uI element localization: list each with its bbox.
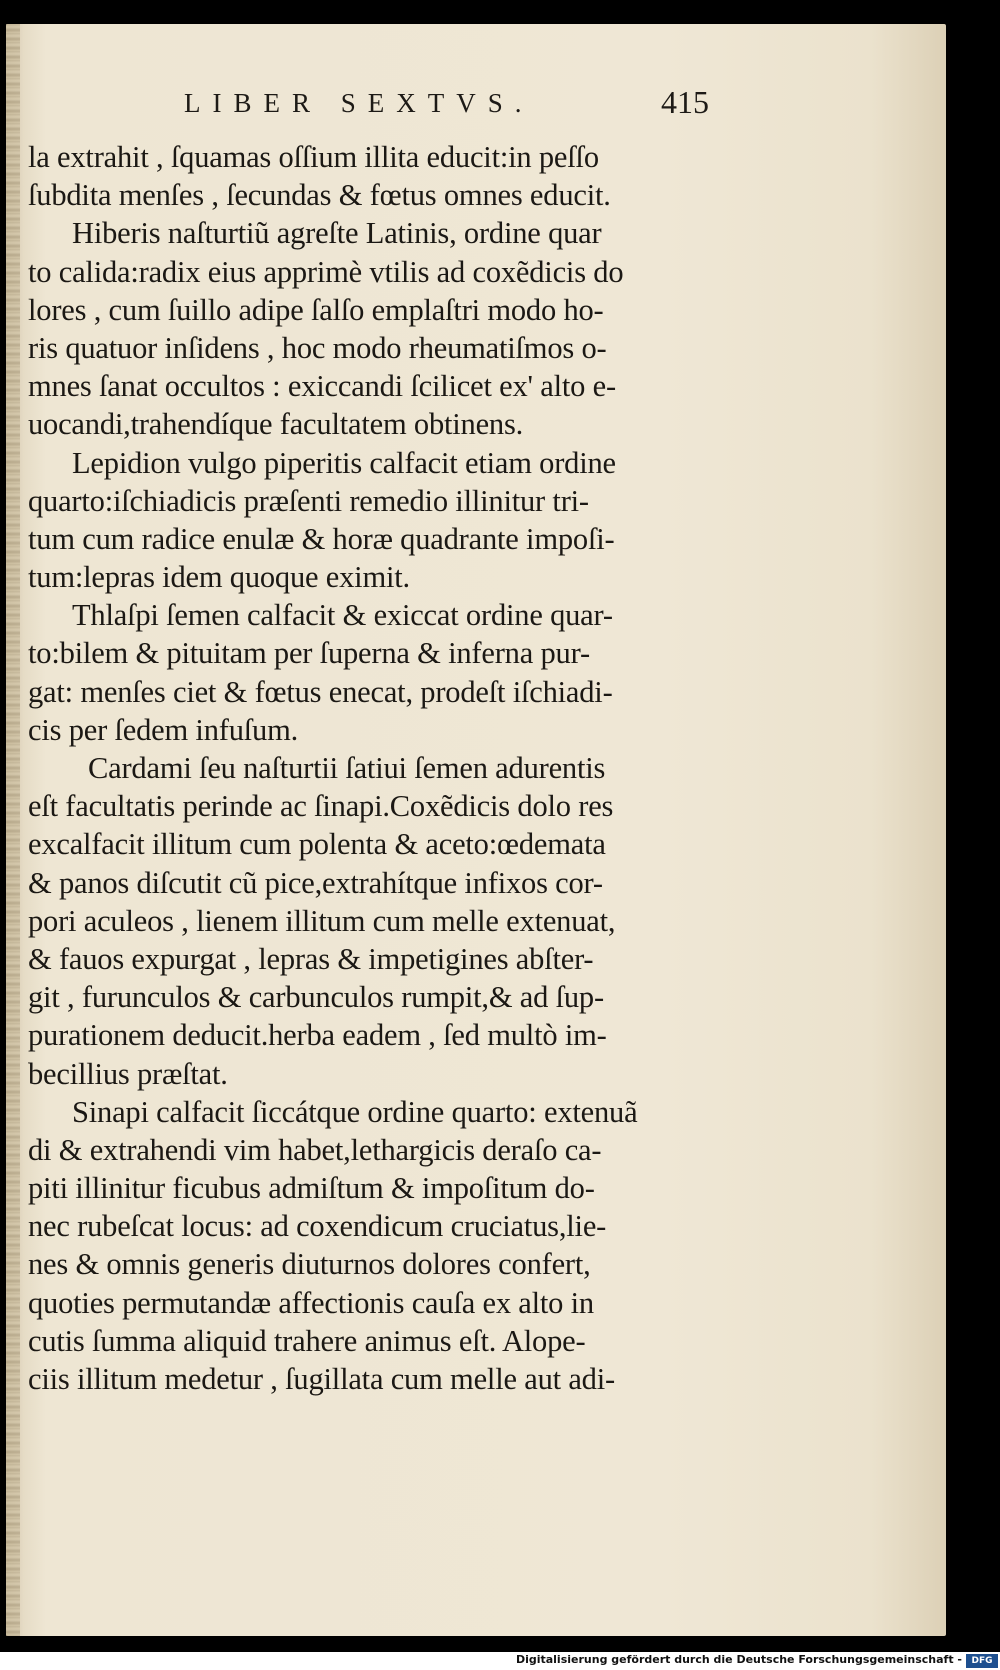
text-line: uocandi,trahendíque facultatem obtinens. bbox=[28, 407, 524, 442]
text-line: Cardami ſeu naſturtii ſatiui ſemen adurentis bbox=[88, 751, 606, 785]
body-text bbox=[28, 138, 728, 1398]
text-line: to calida:radix eius apprimè vtilis ad coxẽdicis do bbox=[28, 254, 624, 289]
text-line: becillius præſtat. bbox=[28, 1056, 228, 1091]
running-title: LIBER SEXTVS. bbox=[184, 88, 534, 118]
text-line: ciis illitum medetur , ſugillata cum melle aut adi- bbox=[28, 1362, 615, 1396]
digitization-footer bbox=[0, 1652, 1000, 1670]
text-line: cutis ſumma aliquid trahere animus eſt. Alope- bbox=[28, 1323, 586, 1358]
text-line: eſt facultatis perinde ac ſinapi.Coxẽdicis dolo res bbox=[28, 789, 614, 824]
page-header bbox=[6, 82, 946, 132]
text-line: Lepidion vulgo piperitis calfacit etiam ordine bbox=[72, 445, 616, 480]
text-line: excalfacit illitum cum polenta & aceto:œdemata bbox=[28, 827, 606, 862]
text-line: quarto:iſchiadicis præſenti remedio illinitur tri- bbox=[28, 483, 589, 518]
text-line: di & extrahendi vim habet,lethargicis deraſo ca- bbox=[28, 1132, 602, 1167]
text-line: nes & omnis generis diuturnos dolores confert, bbox=[28, 1247, 591, 1282]
page-number: 415 bbox=[661, 84, 709, 120]
text-line: nec rubeſcat locus: ad coxendicum cruciatus,lie- bbox=[28, 1209, 607, 1244]
page-edge bbox=[6, 24, 20, 1636]
text-line: cis per ſedem infuſum. bbox=[28, 712, 299, 747]
text-line: tum cum radice enulæ & horæ quadrante impoſi- bbox=[28, 521, 615, 556]
dfg-logo: DFG bbox=[966, 1654, 998, 1668]
text-line: ris quatuor inſidens , hoc modo rheumatiſmos o- bbox=[28, 330, 607, 365]
text-line: mnes ſanat occultos : exiccandi ſcilicet ex' alto e- bbox=[28, 369, 616, 404]
text-line: quoties permutandæ affectionis cauſa ex alto in bbox=[28, 1285, 594, 1320]
text-line: purationem deducit.herba eadem , ſed multò im- bbox=[28, 1018, 607, 1053]
text-line: tum:lepras idem quoque eximit. bbox=[28, 560, 410, 595]
book-page bbox=[6, 24, 946, 1636]
text-line: Sinapi calfacit ſiccátque ordine quarto: extenuã bbox=[72, 1094, 638, 1129]
text-line: to:bilem & pituitam per ſuperna & inferna pur- bbox=[28, 636, 590, 671]
funding-credit: Digitalisierung gefördert durch die Deutsche Forschungsgemeinschaft - bbox=[515, 1653, 962, 1666]
text-line: & fauos expurgat , lepras & impetigines abſter- bbox=[28, 941, 594, 976]
text-line: Hiberis naſturtiũ agreſte Latinis, ordine quar bbox=[72, 216, 602, 251]
text-line: Thlaſpi ſemen calfacit & exiccat ordine quar- bbox=[72, 598, 613, 633]
text-line: la extrahit , ſquamas oſſium illita educit:in peſſo bbox=[28, 140, 599, 174]
text-line: pori aculeos , lienem illitum cum melle extenuat, bbox=[28, 903, 616, 938]
text-line: git , furunculos & carbunculos rumpit,& ad ſup- bbox=[28, 980, 604, 1015]
text-line: & panos diſcutit cũ pice,extrahítque infixos cor- bbox=[28, 865, 603, 900]
text-line: lores , cum ſuillo adipe ſalſo emplaſtri modo ho- bbox=[28, 292, 604, 327]
text-line: gat: menſes ciet & fœtus enecat, prodeſt iſchiadi- bbox=[28, 674, 613, 709]
text-line: piti illinitur ficubus admiſtum & impoſitum do- bbox=[28, 1171, 595, 1206]
text-line: ſubdita menſes , ſecundas & fœtus omnes educit. bbox=[28, 178, 611, 213]
